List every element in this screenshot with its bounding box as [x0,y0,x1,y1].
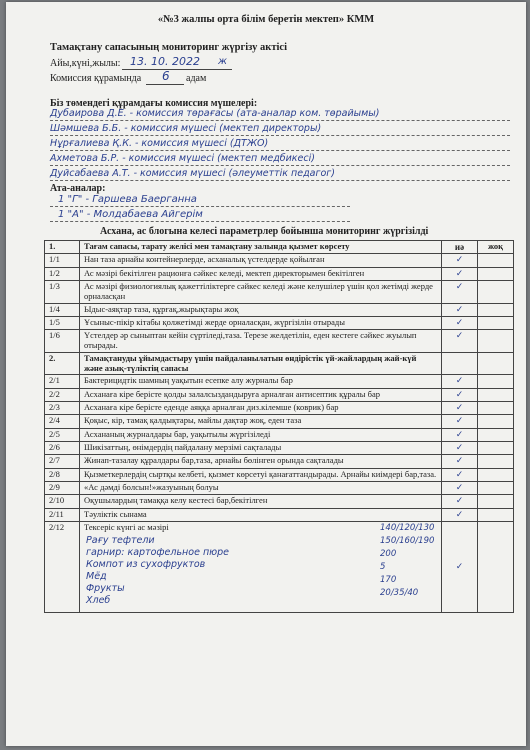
check-yes: ✓ [442,508,478,521]
menu-portion: 150/160/190 [380,536,435,547]
check-no [478,415,514,428]
row-number: 2/11 [45,508,80,521]
check-yes: ✓ [442,388,478,401]
check-yes: ✓ [442,428,478,441]
table-row [45,375,514,388]
check-no [478,428,514,441]
check-no [478,495,514,508]
table-row [45,267,514,280]
row-number: 2/4 [45,415,80,428]
check-yes: ✓ [442,482,478,495]
row-criterion: Ас мәзірі физиологиялық қажеттіліктерге сәйкес келеді және келушілер үшін қол жетімді жерде орналасқан [80,281,442,304]
check-no [478,468,514,481]
menu-label: Тексеріс күнгі ас мәзірі [84,522,169,533]
table-row [45,482,514,495]
row-criterion: Асханаға кіре берісте еденде аяққа арналған диз.кілемше (коврик) бар [80,402,442,415]
check-yes: ✓ [442,267,478,280]
row-criterion: Асханаға кіре берісте қолды залалсыздандыруға арналған антисептик құралы бар [80,388,442,401]
school-header: «№3 жалпы орта білім беретін мектеп» КММ [157,14,375,25]
check-no [478,402,514,415]
row-number: 2/12 [45,522,80,613]
check-no [478,508,514,521]
date-suffix: ж [218,56,228,67]
parent-1: 1 "Г" - Гаршева Баерганна [58,194,197,205]
check-yes: ✓ [442,468,478,481]
table-row [45,281,514,304]
check-no [478,388,514,401]
menu-item: Мёд [86,571,107,583]
check-no [478,303,514,316]
table-row [45,508,514,521]
commission-suffix: адам [186,73,207,84]
row-criterion: Ас мәзірі бекітілген рационға сәйкес келеді, мектеп директорымен бекітілген [80,267,442,280]
check-no [478,375,514,388]
row-criterion: Қоқыс, кір, тамақ қалдықтары, майлы дақтар жоқ, еден таза [80,415,442,428]
table-section-row [45,352,514,375]
menu-portion: 140/120/130 [380,523,435,534]
parent-line-1 [50,206,350,207]
table-row [45,402,514,415]
check-no [478,316,514,329]
row-number: 2/1 [45,375,80,388]
row-number: 2/10 [45,495,80,508]
member-5: Дуйсабаева А.Т. - комиссия мүшесі (әлеуметтік педагог) [50,168,336,179]
check-no [478,254,514,267]
menu-item: Фрукты [86,583,125,595]
row-criterion: Оқушылардың тамаққа келу кестесі бар,бекітілген [80,495,442,508]
table-row [45,388,514,401]
table-row [45,415,514,428]
row-criterion: Жинап-тазалау құралдары бар,таза, арнайы бөлінген орында сақталады [80,455,442,468]
members-heading: Біз төмендегі құрамдағы комиссия мүшелері: [50,98,258,109]
check-yes: ✓ [442,522,478,613]
row-number: 2/3 [45,402,80,415]
row-criterion: Үстелдер әр сыныптан кейін сүртіледі,таза. Терезе желдетілін, еден кестеге сәйкес жуылып отырады. [80,330,442,353]
row-number: 1. [45,241,80,254]
check-no [478,522,514,613]
row-criterion: Ыдыс-аяқтар таза, құрғақ,жырықтары жоқ [80,303,442,316]
menu-item: гарнир: картофельное пюре [86,547,230,559]
commission-underline [146,84,184,85]
member-line-3 [50,150,510,151]
table-row [45,303,514,316]
check-yes: ✓ [442,455,478,468]
check-yes: ✓ [442,281,478,304]
member-line-2 [50,135,510,136]
check-yes: иә [442,241,478,254]
menu-portion: 20/35/40 [380,588,419,599]
row-number: 1/5 [45,316,80,329]
monitoring-heading: Асхана, ас блогына келесі параметрлер бойынша мониторинг жүргізілді [100,226,429,237]
row-number: 2/6 [45,442,80,455]
date-underline [122,69,232,70]
row-criterion: «Ас дәмді болсын!»жазуының болуы [80,482,442,495]
row-number: 2. [45,352,80,375]
check-yes: ✓ [442,375,478,388]
row-criterion: Тамақтануды ұйымдастыру үшін пайдаланылатын өндірістік үй-жайлардың жай-күй және азық-түліктің сапасы [80,352,442,375]
row-number: 1/2 [45,267,80,280]
table-row [45,330,514,353]
member-4: Ахметова Б.Р. - комиссия мүшесі (мектеп медбикесі) [50,153,315,164]
row-number: 2/2 [45,388,80,401]
table-row [45,468,514,481]
check-yes: ✓ [442,495,478,508]
check-yes [442,352,478,375]
check-no [478,482,514,495]
table-row [45,442,514,455]
row-criterion: Тағам сапасы, тарату желісі мен тамақтану залында қызмет көрсету [80,241,442,254]
menu-item: Компот из сухофруктов [86,559,206,571]
check-yes: ✓ [442,330,478,353]
row-number: 2/8 [45,468,80,481]
check-no: жоқ [478,241,514,254]
row-criterion: Бактерицидтік шамның уақытын есепке алу журналы бар [80,375,442,388]
menu-portion: 170 [380,575,397,586]
check-yes: ✓ [442,442,478,455]
check-yes: ✓ [442,303,478,316]
document-sheet [6,2,526,746]
table-row [45,522,514,613]
menu-item: Рағу тефтели [86,535,155,547]
date-value: 13. 10. 2022 [130,55,200,68]
parent-line-2 [50,221,350,222]
monitoring-table [44,240,514,613]
check-yes: ✓ [442,254,478,267]
menu-portion: 200 [380,549,397,560]
menu-portion: 5 [380,562,386,573]
row-criterion: Асхананың журналдары бар, уақытылы жүргізіледі [80,428,442,441]
check-no [478,267,514,280]
table-section-row [45,241,514,254]
row-number: 2/9 [45,482,80,495]
member-1: Дубаирова Д.Е. - комиссия төрағасы (ата-аналар ком. төрайымы) [50,108,380,119]
row-criterion: Нан таза арнайы контейнерлерде, асханалық үстелдерде қойылған [80,254,442,267]
table-row [45,428,514,441]
row-criterion: Шикізаттың, өнімдердің пайдалану мерзімі сақталады [80,442,442,455]
table-row [45,455,514,468]
check-no [478,455,514,468]
check-yes: ✓ [442,402,478,415]
check-no [478,330,514,353]
commission-value: 6 [162,69,170,83]
parent-2: 1 "А" - Молдабаева Айгерім [58,209,203,220]
row-criterion: Қызметкерлердің сыртқы келбеті, қызмет көрсетуі қанағаттандырады. Арнайы киімдері бар,таза. [80,468,442,481]
date-label: Айы,күні,жылы: [50,58,121,69]
check-yes: ✓ [442,415,478,428]
menu-item: Хлеб [86,595,111,607]
row-criterion [80,522,442,613]
row-number: 2/5 [45,428,80,441]
member-line-5 [50,180,510,181]
row-number: 1/6 [45,330,80,353]
check-no [478,442,514,455]
commission-label: Комиссия құрамында [50,73,142,84]
row-number: 2/7 [45,455,80,468]
row-criterion: Тәуліктік сынама [80,508,442,521]
row-number: 1/1 [45,254,80,267]
table-row [45,316,514,329]
check-no [478,281,514,304]
table-row [45,495,514,508]
table-row [45,254,514,267]
check-no [478,352,514,375]
member-line-4 [50,165,510,166]
act-title: Тамақтану сапасының мониторинг жүргізу актісі [50,42,287,53]
member-2: Шәмшева Б.Б. - комиссия мүшесі (мектеп директоры) [50,123,322,134]
row-criterion: Ұсыныс-пікір кітабы қолжетімді жерде орналасқан, жүргізілін отырады [80,316,442,329]
member-3: Нұрғалиева Қ.К. - комиссия мүшесі (ДТЖО) [50,138,269,149]
parents-heading: Ата-аналар: [50,183,106,194]
check-yes: ✓ [442,316,478,329]
row-number: 1/3 [45,281,80,304]
member-line-1 [50,120,510,121]
row-number: 1/4 [45,303,80,316]
